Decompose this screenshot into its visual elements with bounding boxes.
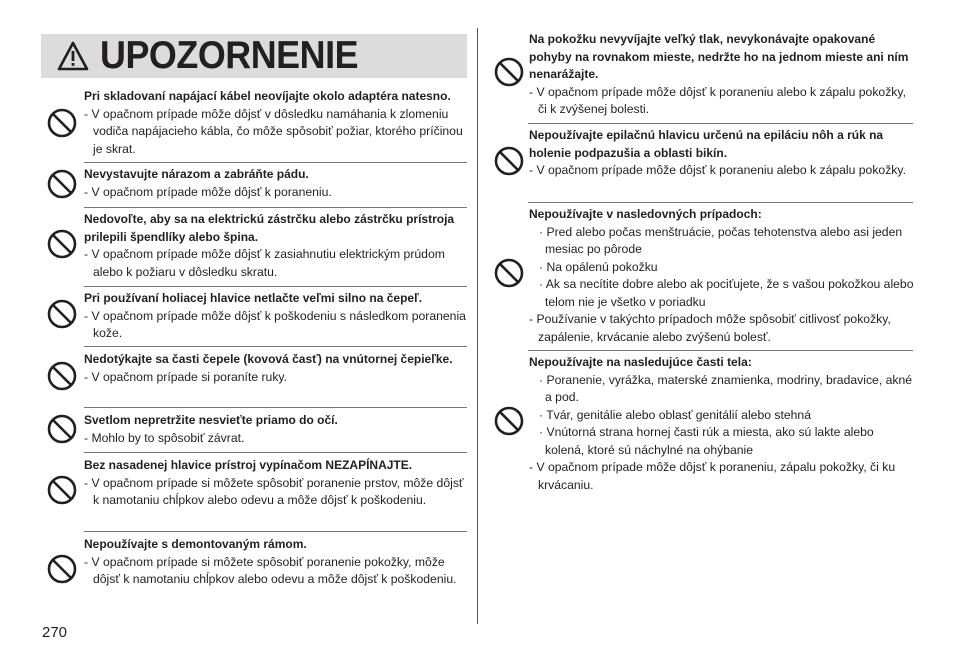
right-column: [488, 0, 914, 671]
prohibition-icon: [47, 475, 77, 505]
caution-item: [41, 88, 467, 160]
item-detail: - Používanie v takýchto prípadoch môže spôsobiť citlivosť pokožky, zapálenie, krvácanie alebo zvýšenú bolesť.: [529, 312, 891, 344]
caution-item: [41, 290, 467, 344]
item-separator: [84, 207, 467, 208]
item-separator: [528, 350, 913, 351]
caution-item: [488, 206, 914, 346]
column-divider: [477, 28, 478, 624]
item-heading: Nepoužívajte v nasledovných prípadoch:: [529, 207, 762, 221]
list-bullet: · Pred alebo počas menštruácie, počas tehotenstva alebo asi jeden mesiac po pôrode: [539, 224, 903, 256]
prohibition-icon: [494, 146, 524, 176]
item-separator: [528, 123, 913, 124]
item-heading: Nepoužívajte s demontovaným rámom.: [84, 537, 307, 551]
item-detail: - V opačnom prípade si môžete spôsobiť poranenie prstov, môže dôjsť k namotaniu chĺpkov alebo odevu a môže dôjsť k poškodeniu.: [84, 475, 464, 507]
item-heading: Na pokožku nevyvíjajte veľký tlak, nevykonávajte opakované pohyby na rovnakom mieste, nedržte ho na jednom mieste ani ním nenarážajte.: [529, 32, 909, 81]
prohibition-icon: [47, 169, 77, 199]
item-detail: - V opačnom prípade môže dôjsť k poškodeniu s následkom poranenia kože.: [84, 308, 466, 340]
item-separator: [84, 346, 467, 347]
item-heading: Nepoužívajte na nasledujúce časti tela:: [529, 355, 752, 369]
list-bullet: · Poranenie, vyrážka, materské znamienka, modriny, bradavice, akné a pod.: [539, 372, 913, 404]
page-title: UPOZORNENIE: [100, 34, 359, 77]
list-bullet: · Vnútorná strana hornej časti rúk a miesta, ako sú lakte alebo kolená, ktoré sú náchylné na ohýbanie: [539, 425, 874, 457]
prohibition-icon: [47, 229, 77, 259]
item-heading: Nepoužívajte epilačnú hlavicu určenú na epiláciu nôh a rúk na holenie podpazušia a oblasti bikín.: [529, 128, 884, 160]
caution-item: [41, 412, 467, 448]
list-bullet: · Tvár, genitálie alebo oblasť genitálií alebo stehná: [539, 407, 811, 422]
prohibition-icon: [494, 258, 524, 288]
left-column: [41, 0, 467, 671]
item-heading: Svetlom nepretržite nesvieťte priamo do očí.: [84, 413, 338, 427]
caution-item: [488, 127, 914, 199]
item-detail: - V opačnom prípade môže dôjsť v dôsledku namáhania k zlomeniu vodiča napájacieho kábla, čo môže spôsobiť požiar, ktorého príčinou je skrat.: [84, 106, 463, 156]
item-heading: Pri používaní holiacej hlavice netlačte veľmi silno na čepeľ.: [84, 291, 423, 305]
item-heading: Nedovoľte, aby sa na elektrickú zástrčku alebo zástrčku prístroja prilepili špendlíky alebo špina.: [84, 212, 455, 244]
item-heading: Nevystavujte nárazom a zabráňte pádu.: [84, 167, 309, 181]
item-separator: [84, 452, 467, 453]
caution-item: [41, 457, 467, 529]
item-heading: Pri skladovaní napájací kábel neovíjajte okolo adaptéra natesno.: [84, 89, 451, 103]
prohibition-icon: [494, 57, 524, 87]
caution-item: [41, 351, 467, 405]
item-separator: [84, 162, 467, 163]
item-detail: - V opačnom prípade môže dôjsť k poraneniu.: [84, 184, 332, 199]
page-number: 270: [42, 624, 68, 641]
caution-item: [488, 31, 914, 121]
item-detail: - V opačnom prípade si poraníte ruky.: [84, 369, 288, 384]
item-heading: Bez nasadenej hlavice prístroj vypínačom NEZAPÍNAJTE.: [84, 458, 413, 472]
prohibition-icon: [494, 406, 524, 436]
prohibition-icon: [47, 414, 77, 444]
item-separator: [84, 531, 467, 532]
prohibition-icon: [47, 361, 77, 391]
item-detail: - V opačnom prípade môže dôjsť k poraneniu alebo k zápalu pokožky, či k zvýšenej bolesti.: [529, 84, 906, 116]
item-detail: - V opačnom prípade môže dôjsť k zasiahnutiu elektrickým prúdom alebo k požiaru v dôsledku skratu.: [84, 247, 445, 279]
item-separator: [84, 286, 467, 287]
caution-item: [41, 536, 467, 608]
item-detail: - Mohlo by to spôsobiť závrat.: [84, 430, 245, 445]
caution-item: [41, 166, 467, 202]
item-detail: - V opačnom prípade si môžete spôsobiť poranenie pokožky, môže dôjsť k namotaniu chĺpkov alebo odevu a môže dôjsť k poškodeniu.: [84, 554, 457, 586]
item-detail: - V opačnom prípade môže dôjsť k poraneniu, zápalu pokožky, či ku krvácaniu.: [529, 460, 896, 492]
list-bullet: · Na opálenú pokožku: [539, 259, 658, 274]
caution-item: [41, 211, 467, 283]
caution-item: [488, 354, 914, 494]
item-detail: - V opačnom prípade môže dôjsť k poraneniu alebo k zápalu pokožky.: [529, 163, 906, 177]
prohibition-icon: [47, 554, 77, 584]
list-bullet: · Ak sa necítite dobre alebo ak pociťujete, že s vašou pokožkou alebo telom nie je všetko v poriadku: [539, 277, 914, 309]
prohibition-icon: [47, 299, 77, 329]
prohibition-icon: [47, 108, 77, 138]
item-separator: [528, 202, 913, 203]
item-separator: [84, 407, 467, 408]
item-heading: Nedotýkajte sa časti čepele (kovová časť) na vnútornej čepieľke.: [84, 352, 453, 366]
